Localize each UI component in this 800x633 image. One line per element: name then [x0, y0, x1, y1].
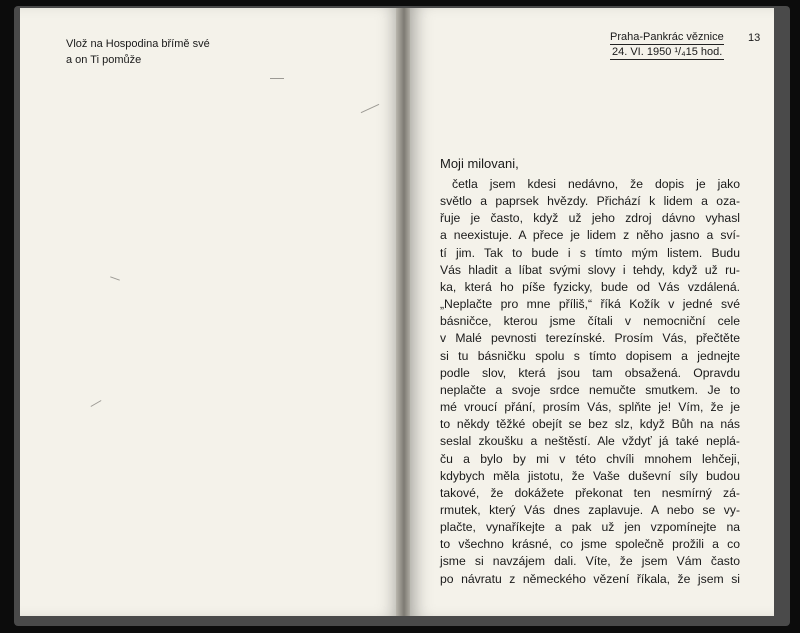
text-line: kdybych měla jistotu, že Vaše duševní síly budou: [440, 468, 740, 483]
text-line: a neexistuje. A přece je lidem z něho jasno a sví-: [440, 228, 740, 243]
text-line: mé vroucí přání, prosím Vás, splňte je! Vím, že je: [440, 400, 740, 415]
text-line: po návratu z německého vězení říkala, že jsem si: [440, 571, 740, 586]
text-line: takové, že dokážete překonat ten nesmírný zá-: [440, 485, 740, 500]
paper-mark: [91, 400, 102, 407]
text-line: si tu básničku spolu s tímto dopisem a jednejte: [440, 348, 740, 363]
header-date: 24. VI. 1950 ¹/₄15 hod.: [612, 46, 723, 58]
text-line: světlo a paprsek hvězdy. Přichází k lidem a oza-: [440, 194, 740, 209]
text-line: četla jsem kdesi nedávno, že dopis je jako: [452, 177, 740, 191]
page-number: 13: [748, 32, 761, 44]
header-place: Praha-Pankrác věznice: [610, 31, 724, 43]
right-page: [410, 8, 774, 616]
epigraph-line: Vlož na Hospodina břímě své: [66, 38, 210, 50]
text-line: Vás hladit a líbat svými slovy i tehdy, když už ru-: [440, 262, 740, 277]
text-line: to všechno krásné, co jsme společně prožili a co: [440, 537, 740, 552]
text-line: to někdy těžké obejít se bez slz, když Bůh na nás: [440, 417, 740, 432]
text-line: v Malé pevnosti terezínské. Prosím Vás, přečtěte: [440, 331, 740, 346]
text-line: rmutek, který Vás dnes zaplavuje. A nebo se vy-: [440, 502, 740, 517]
epigraph-line: a on Ti pomůže: [66, 54, 142, 66]
text-line: řuje je často, když už jeho zdroj dávno vyhasl: [440, 211, 740, 226]
paper-mark: [270, 78, 284, 79]
letter-body: [440, 176, 740, 588]
text-line: básničce, kterou jsme čítali v nemocniční cele: [440, 314, 740, 329]
epigraph: [66, 36, 266, 68]
text-line: ču a bylo by mi v této chvíli mnohem lehčeji,: [440, 451, 740, 466]
salutation: Moji milovani,: [440, 156, 519, 171]
text-line: neplačte a svoje srdce nemučte smutkem. Je to: [440, 382, 740, 397]
text-line: ka, která ho píše fyzicky, bude od Vás vzdálená.: [440, 279, 740, 294]
text-line: podle slov, která jsou tam obsažená. Opravdu: [440, 365, 740, 380]
text-line: tí jim. Tak to bude i s tímto mým listem. Budu: [440, 245, 740, 260]
text-line: seslal zkoušku a neštěstí. Ale vždyť já také neplá-: [440, 434, 740, 449]
left-page: [20, 8, 400, 616]
text-line: jsme si navzájem dali. Víte, že jsem Vám často: [440, 554, 740, 569]
text-line: „Neplačte pro mne příliš,“ říká Kožík v jedné své: [440, 297, 740, 312]
paper-mark: [361, 104, 380, 113]
letter-header: [610, 30, 750, 60]
paper-mark: [110, 276, 120, 280]
text-line: plačte, vynaříkejte a pak už jen vzpomínejte na: [440, 520, 740, 535]
